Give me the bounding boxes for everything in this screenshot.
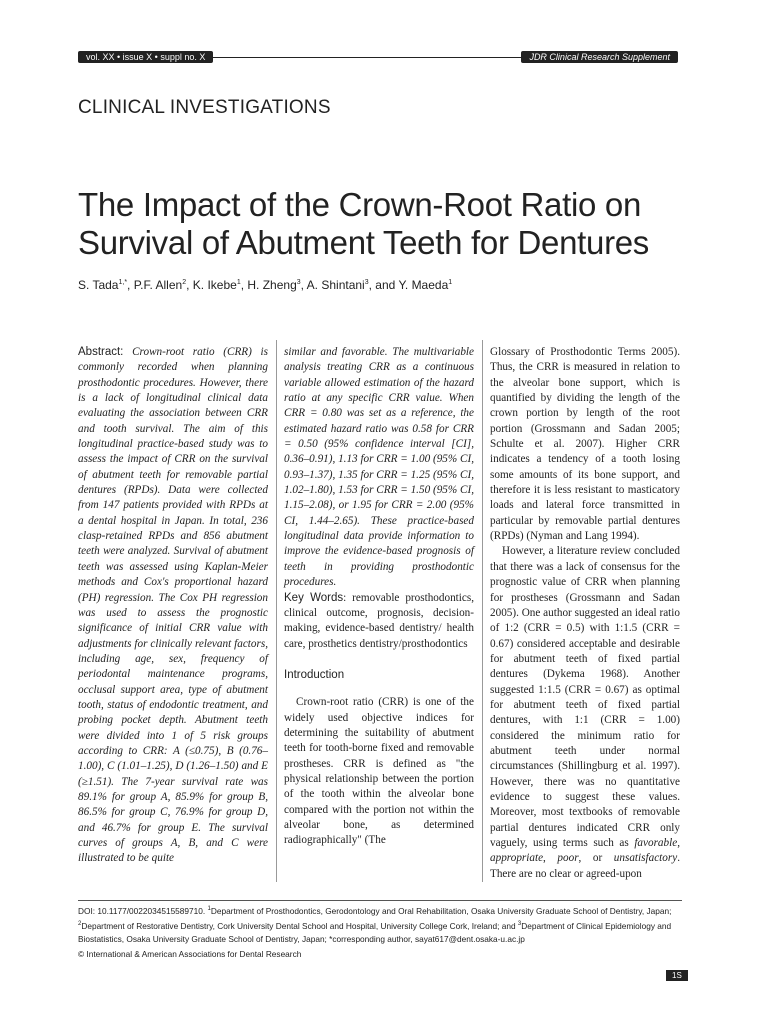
author-separator: , <box>127 278 134 292</box>
author-separator: , <box>300 278 307 292</box>
author-affiliation-mark: 2 <box>182 279 187 286</box>
author-affiliation-mark: 1 <box>448 279 453 286</box>
affiliation-1: Department of Prosthodontics, Gerodontology and Oral Rehabilitation, Osaka University Graduate School of Dentistry, Japan; <box>210 905 672 916</box>
term-favorable: favorable <box>634 837 678 849</box>
keywords-text: : removable prosthodontics, clinical outcome, prognosis, decision-making, evidence-based dentistry/ health care, prosthetics dentistry/prosthodontics <box>284 591 474 650</box>
author-affiliation-mark: 3 <box>364 279 369 286</box>
author: A. Shintani <box>306 278 365 292</box>
author-affiliation-mark: 3 <box>296 279 301 286</box>
author-separator: , <box>240 278 248 292</box>
introduction-column-3 <box>490 345 680 882</box>
doi-link[interactable]: DOI: 10.1177/0022034515589710. <box>78 905 206 916</box>
author-affiliation-mark: 1,* <box>118 279 128 286</box>
introduction-paragraph-2-end: . There are no clear or agreed-upon <box>490 852 680 880</box>
term-unsatisfactory: unsatisfactory <box>613 852 678 865</box>
introduction-paragraph-1-continued: Glossary of Prosthodontic Terms 2005). Thus, the CRR is measured in relation to the alveolar bone support, which is quantified by dividing the length of the crown portion by length of the root portion (Grossmann and Sadan 2005; Schulte et al. 2007). Higher CRR indicates a tendency of a tooth losing some amounts of its bone support, and therefore it is less resistant to masticatory loads and lateral force transmitted in particular by removable partial dentures (RPDs) (Nyman and Lang 1994). <box>490 346 680 543</box>
author: K. Ikebe <box>192 278 237 292</box>
affiliations: DOI: 10.1177/0022034515589710. $^1$Department of Prosthodontics, Gerodontology and Oral Rehabilitation, Osaka University Graduate School of Dentistry, Japan; $^2$Department of Restorative Dentistry, Cork University Dental School and Hospital, University College Cork, Ireland; and $^3$Department of Clinical Epidemiology and Biostatistics, Osaka University Graduate School of Dentistry, Japan; *corresponding author, sayat617@dent.osaka-u.ac.jp <box>78 905 672 944</box>
abstract-part-1 <box>78 345 268 867</box>
affiliation-2: Department of Restorative Dentistry, Cork University Dental School and Hospital, University College Cork, Ireland; and <box>81 920 516 931</box>
journal-badge: JDR Clinical Research Supplement <box>521 51 678 63</box>
author: Y. Maeda <box>398 278 449 292</box>
word-or: or <box>592 852 603 865</box>
term-poor: poor <box>557 852 579 865</box>
column-divider <box>482 340 483 882</box>
affiliation-3: Department of Clinical Epidemiology and Biostatistics, Osaka University Graduate School of Dentistry, Japan; *corresponding author, sayat617@dent.osaka-u.ac.jp <box>78 920 672 944</box>
introduction-paragraph-1: Crown-root ratio (CRR) is one of the widely used objective indices for determining the suitability of abutment teeth for tooth-borne fixed and removable prostheses. CRR is defined as "the physical relationship between the portion of the tooth within the alveolar bone compared with the portion not within the alveolar bone, as determined radiographically" (The <box>284 696 474 847</box>
footer-rule <box>78 900 682 901</box>
article-title: The Impact of the Crown-Root Ratio on Survival of Abutment Teeth for Dentures <box>78 186 650 261</box>
abstract-column-1 <box>78 345 268 867</box>
author: S. Tada <box>78 278 119 292</box>
abstract-column-2 <box>284 345 474 849</box>
author: H. Zheng <box>247 278 297 292</box>
author-separator: , and <box>368 278 399 292</box>
author-list <box>78 278 698 292</box>
author: P.F. Allen <box>133 278 183 292</box>
author-separator: , <box>186 278 193 292</box>
keywords <box>284 591 474 652</box>
introduction-heading: Introduction <box>284 668 345 681</box>
term-appropriate: appropriate <box>490 852 544 865</box>
introduction-paragraph-2: However, a literature review concluded that there was a lack of consensus for the prognostic value of CRR when planning for prostheses (Grossmann and Sadan 2005). One author suggested an ideal ratio of 1:2 (CRR = 0.5) with 1:1.5 (CRR = 0.67) considered acceptable and desirable for abutment teeth of fixed partial dentures (Dykema 1968). Another suggested 1:1.5 (CRR = 0.67) as optimal for abutment teeth of fixed partial dentures, with 1:1 (CRR = 1.00) considered the minimum ratio for abutment teeth under normal circumstances (Shillingburg et al. 1997). However, there was no quantitative evidence to suggest these values. Moreover, most textbooks of removable partial dentures indicated CRR only vaguely, using terms such as favorable, appropriate, poor, or unsatisfactory. There are no clear or agreed-upon <box>490 545 680 880</box>
keywords-label: Key Words <box>284 591 344 604</box>
copyright: © International & American Associations for Dental Research <box>78 949 302 959</box>
abstract-label: Abstract: <box>78 346 124 358</box>
section-label: CLINICAL INVESTIGATIONS <box>78 97 331 118</box>
abstract-text: Crown-root ratio (CRR) is commonly recorded when planning prosthodontic procedures. However, there is a lack of longitudinal clinical data evaluating the association between CRR and tooth survival. The aim of this longitudinal practice-based study was to assess the impact of CRR on the survival of abutment teeth for removable partial dentures (RPDs). Data were collected from 147 patients provided with RPDs at a dental hospital in Japan. In total, 236 clasp-retained RPDs and 856 abutment teeth were analyzed. Survival of abutment teeth was assessed using Kaplan-Meier methods and Cox's proportional hazard (PH) regression. The Cox PH regression was used to assess the prognostic significance of initial CRR value with adjustments for clinically relevant factors, including age, sex, frequency of periodontal maintenance programs, occlusal support area, type of abutment tooth, status of endodontic treatment, and probing pocket depth. Abutment teeth were divided into 1 of 5 risk groups according to CRR: A (≤0.75), B (0.76–1.00), C (1.01–1.25), D (1.26–1.50) and E (≥1.51). The 7-year survival rate was 89.1% for group A, 85.9% for group B, 86.5% for group C, 76.9% for group D, and 46.7% for group E. The survival curves of groups A, B, and C were illustrated to be quite <box>78 346 269 865</box>
abstract-part-2: similar and favorable. The multivariable analysis treating CRR as a continuous variable allowed estimation of the hazard ratio at any specific CRR value. When CRR = 0.80 was set as a reference, the estimated hazard ratio was 0.58 for CRR = 0.50 (95% confidence interval [CI], 0.36–0.91), 1.13 for CRR = 1.00 (95% CI, 0.93–1.37), 1.35 for CRR = 1.25 (95% CI, 1.02–1.80), 1.53 for CRR = 1.50 (95% CI, 1.15–2.08), or 1.95 for CRR = 2.00 (95% CI, 1.44–2.65). These practice-based longitudinal data provide information to improve the evidence-based prognosis of teeth in providing prosthodontic procedures. <box>284 346 474 589</box>
page-number: 1S <box>666 970 688 981</box>
author-affiliation-mark: 1 <box>236 279 241 286</box>
column-divider <box>276 340 277 882</box>
introduction-paragraph-2-text: However, a literature review concluded that there was a lack of consensus for the prognostic value of CRR when planning for prostheses (Grossmann and Sadan 2005). One author suggested an ideal ratio of 1:2 (CRR = 0.5) with 1:1.5 (CRR = 0.67) considered acceptable and desirable for abutment teeth of fixed partial dentures (Dykema 1968). Another suggested 1:1.5 (CRR = 0.67) as optimal for abutment teeth of fixed partial dentures, with 1:1 (CRR = 1.00) considered the minimum ratio for abutment teeth under normal circumstances (Shillingburg et al. 1997). However, there was no quantitative evidence to suggest these values. Moreover, most textbooks of removable partial dentures indicated CRR only vaguely, using terms such as <box>490 545 680 849</box>
volume-badge: vol. XX • issue X • suppl no. X <box>78 51 213 63</box>
